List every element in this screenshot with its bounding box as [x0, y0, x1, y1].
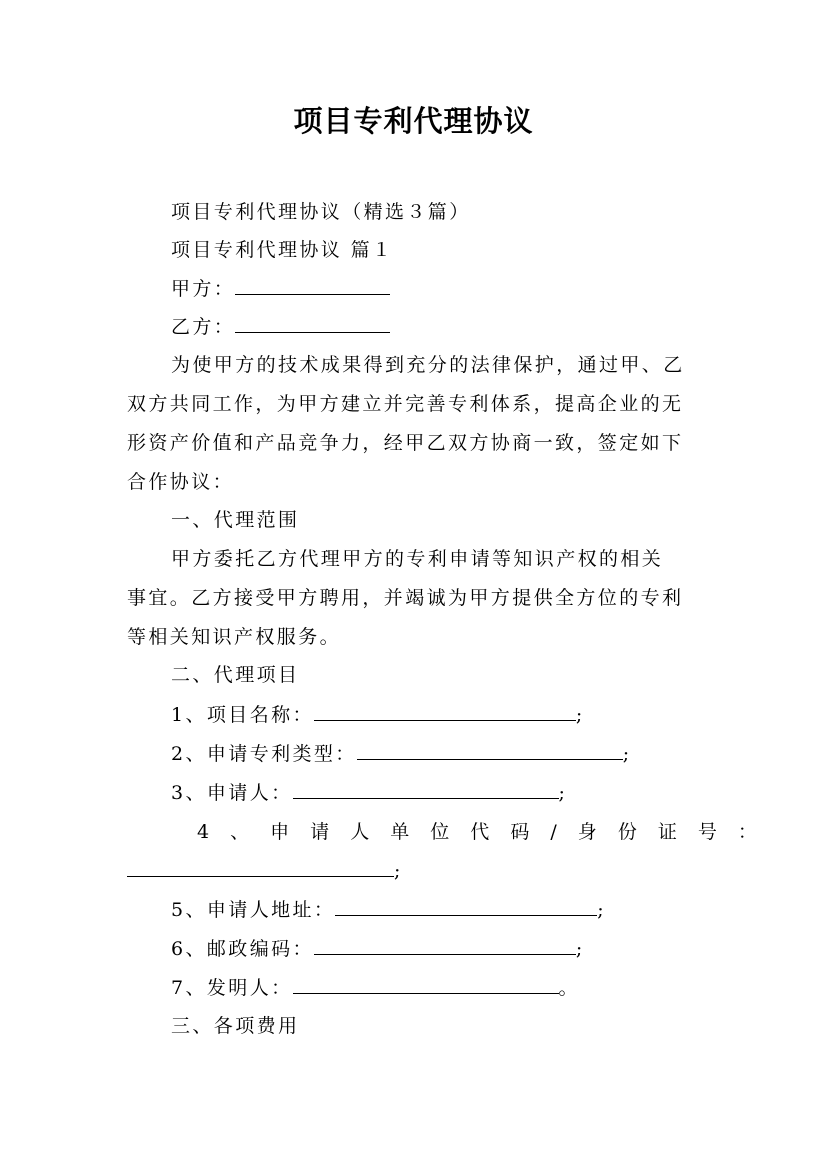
item-terminator: ; — [558, 782, 568, 804]
item-org-code-blank-line — [127, 858, 701, 884]
char: 4 — [197, 821, 210, 843]
item-terminator: 。 — [558, 977, 580, 999]
char: 申 — [270, 821, 290, 843]
item-postal-code — [127, 936, 745, 962]
char: 人 — [350, 821, 370, 843]
char: 身 — [577, 821, 597, 843]
section1-line: 事宜。乙方接受甲方聘用，并竭诚为甲方提供全方位的专利 — [127, 587, 684, 609]
item-label: 6、邮政编码： — [171, 938, 314, 960]
section1-heading: 一、代理范围 — [171, 509, 300, 531]
char: ： — [737, 821, 757, 843]
party-b-label: 乙方： — [171, 316, 236, 338]
part-heading: 项目专利代理协议 篇１ — [171, 239, 394, 261]
section1-line: 甲方委托乙方代理甲方的专利申请等知识产权的相关 — [171, 548, 664, 570]
party-b-line — [127, 314, 745, 340]
item-blank — [357, 742, 623, 760]
item-terminator: ; — [597, 899, 607, 921]
char: 位 — [430, 821, 450, 843]
item-patent-type — [127, 741, 745, 767]
item-label: 7、发明人： — [171, 977, 293, 999]
item-label: 1、项目名称： — [171, 704, 314, 726]
party-a-label: 甲方： — [171, 278, 236, 300]
party-b-blank — [235, 315, 390, 333]
item-terminator: ; — [575, 704, 585, 726]
item-terminator: ; — [575, 938, 585, 960]
item-blank — [314, 937, 576, 955]
item-project-name — [127, 702, 745, 728]
item-label: 3、申请人： — [171, 782, 293, 804]
item-applicant — [127, 780, 745, 806]
char: 码 — [510, 821, 530, 843]
item-applicant-address — [127, 897, 745, 923]
item-terminator: ; — [394, 860, 403, 882]
intro-line: 双方共同工作，为甲方建立并完善专利体系，提高企业的无 — [127, 393, 684, 415]
item-terminator: ; — [622, 743, 632, 765]
item-org-code-label — [127, 819, 757, 845]
char: 、 — [230, 821, 250, 843]
item-label: 5、申请人地址： — [171, 899, 336, 921]
char: 单 — [390, 821, 410, 843]
party-a-line — [127, 276, 745, 302]
intro-line: 为使甲方的技术成果得到充分的法律保护，通过甲、乙 — [171, 354, 685, 376]
char: 份 — [617, 821, 637, 843]
item-blank — [127, 859, 394, 877]
char: 证 — [657, 821, 677, 843]
document-title: 项目专利代理协议 — [293, 104, 534, 138]
char: 代 — [470, 821, 490, 843]
section3-heading: 三、各项费用 — [171, 1015, 300, 1037]
intro-line: 形资产价值和产品竞争力，经甲乙双方协商一致，签定如下 — [127, 432, 684, 454]
section1-line: 等相关知识产权服务。 — [127, 626, 342, 648]
item-blank — [314, 703, 576, 721]
char: 号 — [697, 821, 717, 843]
char: / — [550, 821, 557, 843]
subtitle: 项目专利代理协议（精选３篇） — [171, 201, 471, 223]
intro-line: 合作协议： — [127, 471, 235, 493]
item-label: 2、申请专利类型： — [171, 743, 357, 765]
item-blank — [293, 781, 559, 799]
section2-heading: 二、代理项目 — [171, 664, 300, 686]
item-inventor — [127, 975, 745, 1001]
item-blank — [335, 898, 597, 916]
party-a-blank — [235, 277, 390, 295]
item-blank — [293, 976, 559, 994]
char: 请 — [310, 821, 330, 843]
